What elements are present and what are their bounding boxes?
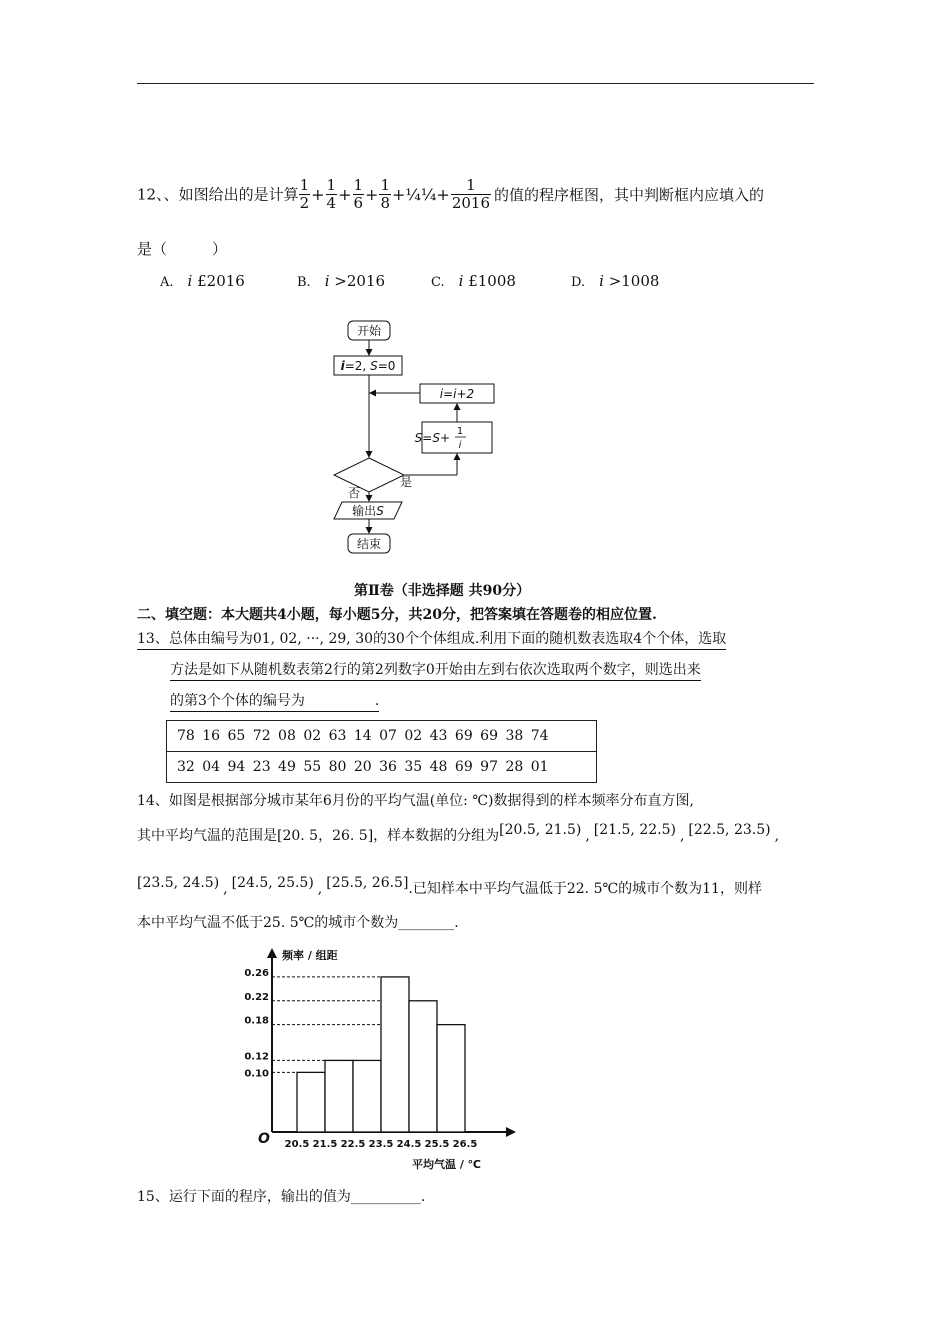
q12-suffix: 的值的程序框图，其中判断框内应填入的 — [494, 185, 765, 204]
sum-frac-num: 1 — [456, 426, 464, 437]
q12-option-c: C. i £1008 — [431, 272, 516, 290]
y-tick-label: 0.18 — [244, 1015, 269, 1027]
q14-line3: [23.5, 24.5) , [24.5, 25.5) , [25.5, 26.5].已知样本中平均气温低于22. 5℃的城市个数为11，则样 — [137, 875, 762, 897]
interval: [21.5, 22.5) — [593, 822, 676, 838]
table-cell: 32 04 94 23 49 55 80 20 36 35 48 69 97 28 01 — [167, 752, 597, 783]
q12-option-b: B. i >2016 — [297, 272, 386, 290]
histogram-bar — [381, 977, 409, 1132]
interval: [20.5, 21.5) — [499, 822, 582, 838]
ellipsis: +¼¼+ — [392, 184, 450, 204]
fraction-last: $\frac{1}{2016}$ — [451, 176, 491, 212]
no-label: 否 — [348, 486, 361, 500]
y-tick-label: 0.26 — [244, 967, 269, 979]
y-axis-label: 频率 / 组距 — [282, 949, 338, 962]
y-tick-label: 0.12 — [244, 1051, 269, 1063]
section-title: 第Ⅱ卷（非选择题 共90分） — [354, 583, 531, 599]
x-axis-label: 平均气温 / ℃ — [412, 1158, 481, 1171]
x-tick-label: 23.5 — [368, 1139, 394, 1150]
interval: [25.5, 26.5] — [326, 875, 409, 891]
yes-label: 是 — [400, 475, 413, 489]
table-cell: 78 16 65 72 08 02 63 14 07 02 43 69 69 38 74 — [167, 721, 597, 752]
q12-prefix: 12、、如图给出的是计算 — [137, 185, 299, 204]
decision-diamond — [334, 458, 404, 492]
x-tick-label: 26.5 — [452, 1139, 478, 1150]
output-label: 输出S — [352, 504, 384, 518]
increment-label: i=i+2 — [439, 387, 475, 401]
y-tick-label: 0.22 — [244, 991, 269, 1003]
q12-option-a: A. i £2016 — [160, 272, 245, 290]
histogram-bar — [353, 1060, 381, 1132]
q13-line3: 的第3个个体的编号为 . — [170, 691, 379, 712]
histogram-bar — [297, 1072, 325, 1132]
origin-label: O — [258, 1131, 270, 1147]
y-tick-label: 0.10 — [244, 1068, 269, 1080]
fill-heading: 二、填空题：本大题共4小题，每小题5分，共20分，把答案填在答题卷的相应位置. — [137, 607, 657, 623]
fraction: $\frac{1}{2}$ — [299, 176, 310, 212]
header-rule — [137, 83, 814, 84]
sum-label: S=S+ — [414, 431, 450, 445]
q15-text: 15、运行下面的程序，输出的值为__________. — [137, 1189, 426, 1205]
q13-line1: 13、总体由编号为01, 02, ···, 29, 30的30个个体组成.利用下面的随机数表选取4个个体，选取 — [137, 629, 726, 650]
interval: [24.5, 25.5) — [231, 875, 314, 891]
q14-line1: 14、如图是根据部分城市某年6月份的平均气温(单位: ℃)数据得到的样本频率分布直方图, — [137, 793, 694, 809]
table-row — [167, 752, 597, 783]
table-row — [167, 721, 597, 752]
q14-line4: 本中平均气温不低于25. 5℃的城市个数为________. — [137, 915, 459, 931]
sum-frac-den: i — [458, 440, 462, 451]
interval: [22.5, 23.5) — [688, 822, 771, 838]
x-tick-label: 21.5 — [312, 1139, 338, 1150]
q12-line2: 是（ ） — [137, 240, 228, 258]
fraction: $\frac{1}{6}$ — [353, 176, 364, 212]
random-number-table — [166, 720, 597, 783]
y-axis-arrow — [267, 948, 277, 958]
histogram-bar — [437, 1025, 465, 1132]
x-tick-label: 20.5 — [284, 1139, 310, 1150]
q13-line2: 方法是如下从随机数表第2行的第2列数字0开始由左到右依次选取两个数字，则选出来 — [170, 660, 701, 681]
x-tick-label: 24.5 — [396, 1139, 422, 1150]
start-label: 开始 — [356, 324, 382, 338]
x-tick-label: 22.5 — [340, 1139, 366, 1150]
q12-option-d: D. i >1008 — [571, 272, 660, 290]
fraction: $\frac{1}{4}$ — [326, 176, 337, 212]
flowchart — [320, 315, 520, 560]
histogram-bar — [325, 1060, 353, 1132]
q12-line1: 12、、如图给出的是计算 $\frac{1}{2}$ + $\frac{1}{4}$ + $\frac{1}{6}$ + $\frac{1}{8}$ +¼¼+ $\frac{1}{2016}$ 的值的程序框图，其中判断框内应填入的 — [137, 176, 765, 212]
init-label: i=2, S=0 — [340, 359, 396, 373]
end-label: 结束 — [356, 537, 382, 551]
interval: [23.5, 24.5) — [137, 875, 220, 891]
fraction: $\frac{1}{8}$ — [380, 176, 390, 212]
x-tick-label: 25.5 — [424, 1139, 450, 1150]
q14-line2: 其中平均气温的范围是[20. 5，26. 5]，样本数据的分组为[20.5, 21.5) , [21.5, 22.5) , [22.5, 23.5) , — [137, 822, 780, 844]
frequency-histogram — [240, 940, 530, 1175]
x-axis-arrow — [506, 1127, 516, 1137]
histogram-bar — [409, 1001, 437, 1132]
